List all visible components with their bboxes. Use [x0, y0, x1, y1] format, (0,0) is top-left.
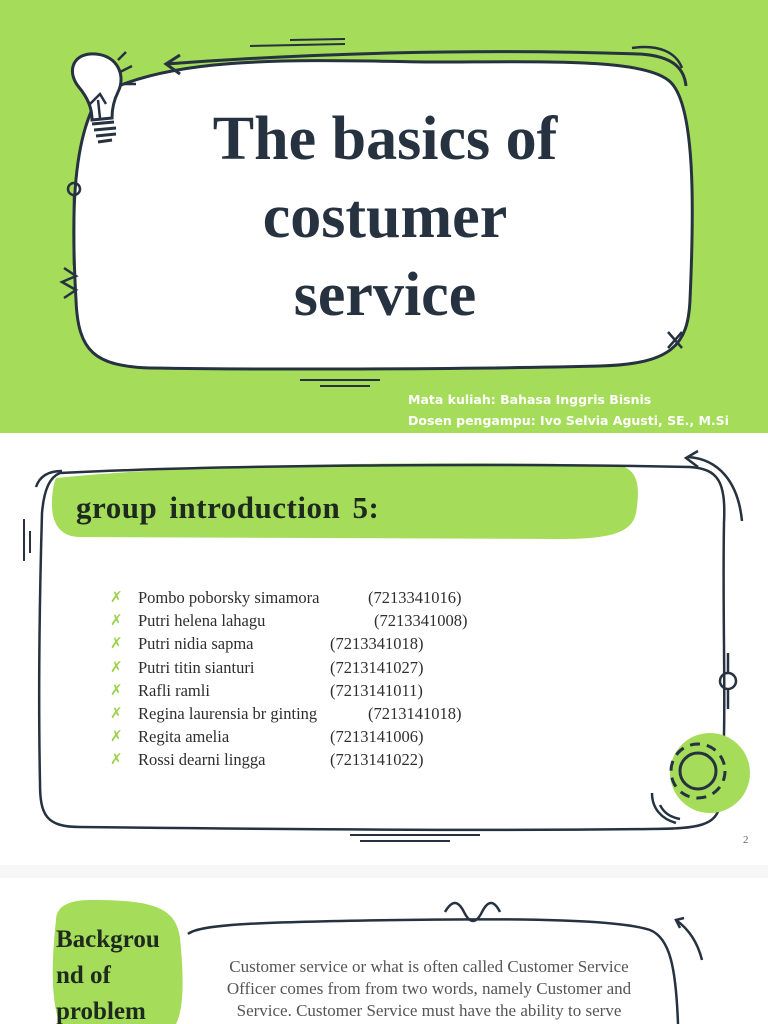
x-bullet-icon: ✗ — [110, 588, 123, 606]
member-name: Regita amelia — [138, 727, 230, 747]
member-name: Putri helena lahagu — [138, 611, 266, 631]
lecturer-label: Dosen pengampu: Ivo Selvia Agusti, SE., M.Si — [408, 413, 729, 428]
member-nim: (7213141022) — [330, 750, 424, 770]
member-nim: (7213341016) — [368, 588, 462, 607]
x-bullet-icon: ✗ — [110, 680, 123, 699]
bg-title-line-1: Backgrou — [56, 926, 160, 953]
member-name: Rafli ramli — [138, 680, 210, 700]
x-bullet-icon: ✗ — [110, 611, 123, 630]
member-nim: (7213141006) — [330, 727, 424, 747]
title-slide — [0, 0, 768, 433]
title-line-1: The basics of — [212, 105, 558, 173]
background-slide — [0, 878, 768, 1024]
title-line-2: costumer — [262, 183, 508, 251]
member-name: Putri titin sianturi — [138, 657, 255, 677]
member-name: Rossi dearni lingga — [138, 750, 266, 770]
bg-text-line-2: Officer comes from from two words, namely Customer and — [226, 979, 632, 998]
x-bullet-icon: ✗ — [110, 634, 123, 653]
bg-title-line-2: nd of — [56, 962, 111, 989]
x-bullet-icon: ✗ — [110, 727, 123, 746]
member-nim: (7213341008) — [374, 611, 468, 631]
x-bullet-icon: ✗ — [110, 750, 123, 769]
member-name: Pombo poborsky simamora — [138, 588, 320, 607]
bg-text-line-3: Service. Customer Service must have the ability to serve — [236, 1001, 622, 1020]
group-title: group introduction 5: — [76, 490, 380, 525]
page-number: 2 — [743, 834, 749, 846]
member-nim: (7213141011) — [330, 680, 423, 700]
member-name: Putri nidia sapma — [138, 634, 254, 654]
x-bullet-icon: ✗ — [110, 657, 123, 676]
bg-text-line-1: Customer service or what is often called Customer Service — [229, 957, 629, 976]
title-line-3: service — [293, 261, 477, 329]
background-title — [56, 922, 182, 1024]
x-bullet-icon: ✗ — [110, 703, 123, 722]
member-nim: (7213341018) — [330, 634, 424, 654]
bg-title-line-3: problem — [56, 998, 146, 1024]
member-nim: (7213141018) — [368, 703, 462, 723]
slide-title — [150, 100, 620, 334]
member-nim: (7213141027) — [330, 657, 424, 677]
background-text — [190, 956, 668, 1022]
group-slide — [0, 433, 768, 865]
gear-icon — [652, 733, 750, 823]
member-name: Regina laurensia br ginting — [138, 703, 318, 723]
course-label: Mata kuliah: Bahasa Inggris Bisnis — [408, 392, 652, 407]
